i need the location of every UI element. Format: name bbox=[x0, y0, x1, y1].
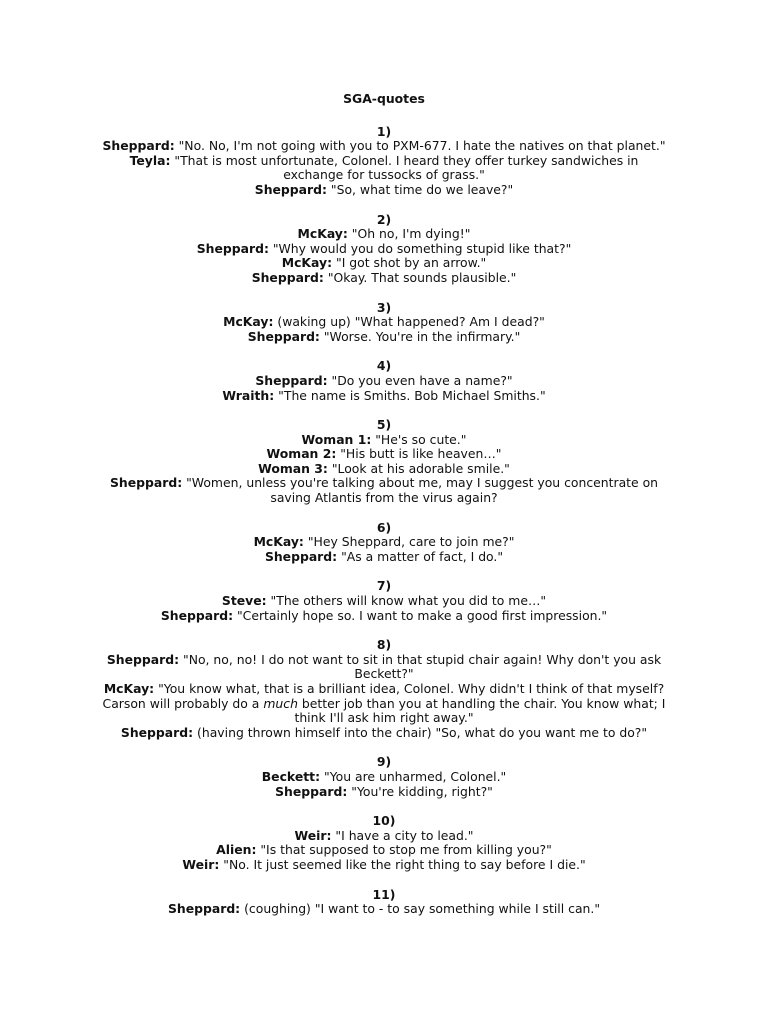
quote-line bbox=[100, 829, 668, 844]
quote-line bbox=[100, 682, 668, 726]
speaker-name: McKay: bbox=[223, 314, 274, 330]
quote-text: "He's so cute." bbox=[375, 431, 467, 447]
speaker-name: Alien: bbox=[216, 842, 257, 858]
quote-block bbox=[100, 521, 668, 565]
quote-line bbox=[100, 154, 668, 183]
speaker-name: Sheppard: bbox=[247, 328, 320, 344]
quote-block bbox=[100, 814, 668, 872]
quote-number: 7) bbox=[376, 578, 392, 594]
quote-text: "Oh no, I'm dying!" bbox=[351, 226, 471, 242]
quote-line bbox=[100, 271, 668, 286]
quote-block bbox=[100, 418, 668, 506]
quote-line bbox=[100, 433, 668, 448]
quote-text: "No. No, I'm not going with you to PXM-677. I hate the natives on that planet." bbox=[178, 138, 666, 154]
speaker-name: McKay: bbox=[253, 534, 304, 550]
quote-number: 1) bbox=[376, 123, 392, 139]
quote-block bbox=[100, 359, 668, 403]
speaker-name: Sheppard: bbox=[102, 138, 175, 154]
quote-text: "Hey Sheppard, care to join me?" bbox=[307, 534, 515, 550]
speaker-name: Sheppard: bbox=[109, 475, 183, 491]
quote-block bbox=[100, 213, 668, 286]
quote-text: "I got shot by an arrow." bbox=[336, 255, 487, 271]
quote-text: "Certainly hope so. I want to make a good first impression." bbox=[236, 607, 608, 623]
quote-text: (coughing) "I want to - to say something while I still can." bbox=[244, 901, 601, 917]
quote-number: 8) bbox=[376, 637, 392, 653]
quote-line bbox=[100, 535, 668, 550]
quote-list bbox=[100, 125, 668, 917]
quote-number: 3) bbox=[376, 299, 392, 315]
quote-line bbox=[100, 476, 668, 505]
speaker-name: Sheppard: bbox=[160, 607, 234, 623]
speaker-name: Weir: bbox=[294, 827, 332, 843]
quote-line bbox=[100, 139, 668, 154]
quote-line bbox=[100, 315, 668, 330]
quote-line bbox=[100, 447, 668, 462]
quote-block bbox=[100, 125, 668, 198]
quote-text: "As a matter of fact, I do." bbox=[341, 548, 504, 564]
quote-block bbox=[100, 755, 668, 799]
quote-block bbox=[100, 301, 668, 345]
quote-line bbox=[100, 550, 668, 565]
quote-text: "You are unharmed, Colonel." bbox=[324, 768, 507, 784]
document-body bbox=[100, 92, 668, 932]
emphasis-text: much bbox=[263, 695, 298, 711]
quote-text: "So, what time do we leave?" bbox=[330, 181, 514, 197]
quote-text: "The name is Smiths. Bob Michael Smiths." bbox=[278, 387, 546, 403]
quote-text: "Is that supposed to stop me from killing you?" bbox=[260, 842, 552, 858]
quote-text: "You know what, that is a brilliant idea, Colonel. Why didn't I think of that myself? Carson will probably do a bbox=[102, 681, 665, 711]
quote-text: (having thrown himself into the chair) "So, what do you want me to do?" bbox=[197, 724, 648, 740]
quote-line bbox=[100, 330, 668, 345]
quote-line bbox=[100, 858, 668, 873]
speaker-name: Beckett: bbox=[261, 768, 321, 784]
speaker-name: Woman 3: bbox=[258, 460, 328, 476]
quote-line bbox=[100, 609, 668, 624]
quote-text: "Why would you do something stupid like that?" bbox=[272, 240, 572, 256]
quote-number: 11) bbox=[372, 886, 396, 902]
quote-number: 2) bbox=[376, 211, 392, 227]
quote-line bbox=[100, 785, 668, 800]
quote-text: "Okay. That sounds plausible." bbox=[327, 269, 517, 285]
speaker-name: Sheppard: bbox=[106, 651, 180, 667]
quote-line bbox=[100, 843, 668, 858]
quote-text: "No. It just seemed like the right thing to say before I die." bbox=[223, 856, 586, 872]
speaker-name: McKay: bbox=[103, 681, 155, 696]
quote-line bbox=[100, 770, 668, 785]
speaker-name: Sheppard: bbox=[275, 783, 348, 799]
quote-line bbox=[100, 242, 668, 257]
quote-text-continued: better job than you at handling the chair. You know what; I think I'll ask him right away." bbox=[294, 695, 666, 726]
document-title: SGA-quotes bbox=[343, 91, 425, 106]
quote-text: "Worse. You're in the infirmary." bbox=[323, 328, 521, 344]
quote-line bbox=[100, 726, 668, 741]
speaker-name: Woman 2: bbox=[266, 446, 337, 462]
quote-line bbox=[100, 902, 668, 917]
speaker-name: Sheppard: bbox=[167, 901, 241, 917]
quote-text: (waking up) "What happened? Am I dead?" bbox=[277, 314, 545, 330]
quote-text: "That is most unfortunate, Colonel. I heard they offer turkey sandwiches in exchange for tussocks of grass." bbox=[174, 152, 639, 183]
quote-number: 4) bbox=[376, 358, 392, 374]
quote-text: "No, no, no! I do not want to sit in that stupid chair again! Why don't you ask Beckett?" bbox=[183, 651, 662, 682]
quote-number: 6) bbox=[376, 519, 392, 535]
speaker-name: McKay: bbox=[281, 255, 333, 271]
quote-line bbox=[100, 389, 668, 404]
quote-text: "Women, unless you're talking about me, may I suggest you concentrate on saving Atlantis from the virus again? bbox=[186, 475, 659, 506]
quote-text: "You're kidding, right?" bbox=[351, 783, 493, 799]
speaker-name: Sheppard: bbox=[196, 240, 269, 256]
quote-block bbox=[100, 888, 668, 917]
speaker-name: Sheppard: bbox=[255, 372, 328, 388]
quote-text: "I have a city to lead." bbox=[335, 827, 474, 843]
quote-block bbox=[100, 638, 668, 740]
quote-text: "Do you even have a name?" bbox=[331, 372, 513, 388]
quote-line bbox=[100, 227, 668, 242]
quote-block bbox=[100, 579, 668, 623]
speaker-name: Woman 1: bbox=[301, 431, 372, 447]
speaker-name: Sheppard: bbox=[251, 269, 324, 285]
quote-line bbox=[100, 653, 668, 682]
quote-line bbox=[100, 256, 668, 271]
quote-number: 10) bbox=[372, 813, 396, 829]
quote-text: "The others will know what you did to me…" bbox=[270, 593, 547, 609]
speaker-name: Steve: bbox=[221, 593, 267, 609]
quote-number: 9) bbox=[376, 754, 392, 770]
speaker-name: Sheppard: bbox=[264, 548, 338, 564]
quote-number: 5) bbox=[376, 417, 392, 433]
speaker-name: Sheppard: bbox=[254, 181, 327, 197]
speaker-name: Wraith: bbox=[222, 387, 275, 403]
quote-text: "His butt is like heaven…" bbox=[340, 446, 502, 462]
quote-line bbox=[100, 462, 668, 477]
speaker-name: McKay: bbox=[297, 226, 348, 242]
quote-line bbox=[100, 374, 668, 389]
speaker-name: Weir: bbox=[182, 856, 220, 872]
quote-line bbox=[100, 594, 668, 609]
speaker-name: Sheppard: bbox=[120, 724, 194, 740]
speaker-name: Teyla: bbox=[129, 152, 171, 168]
quote-text: "Look at his adorable smile." bbox=[331, 460, 510, 476]
quote-line bbox=[100, 183, 668, 198]
